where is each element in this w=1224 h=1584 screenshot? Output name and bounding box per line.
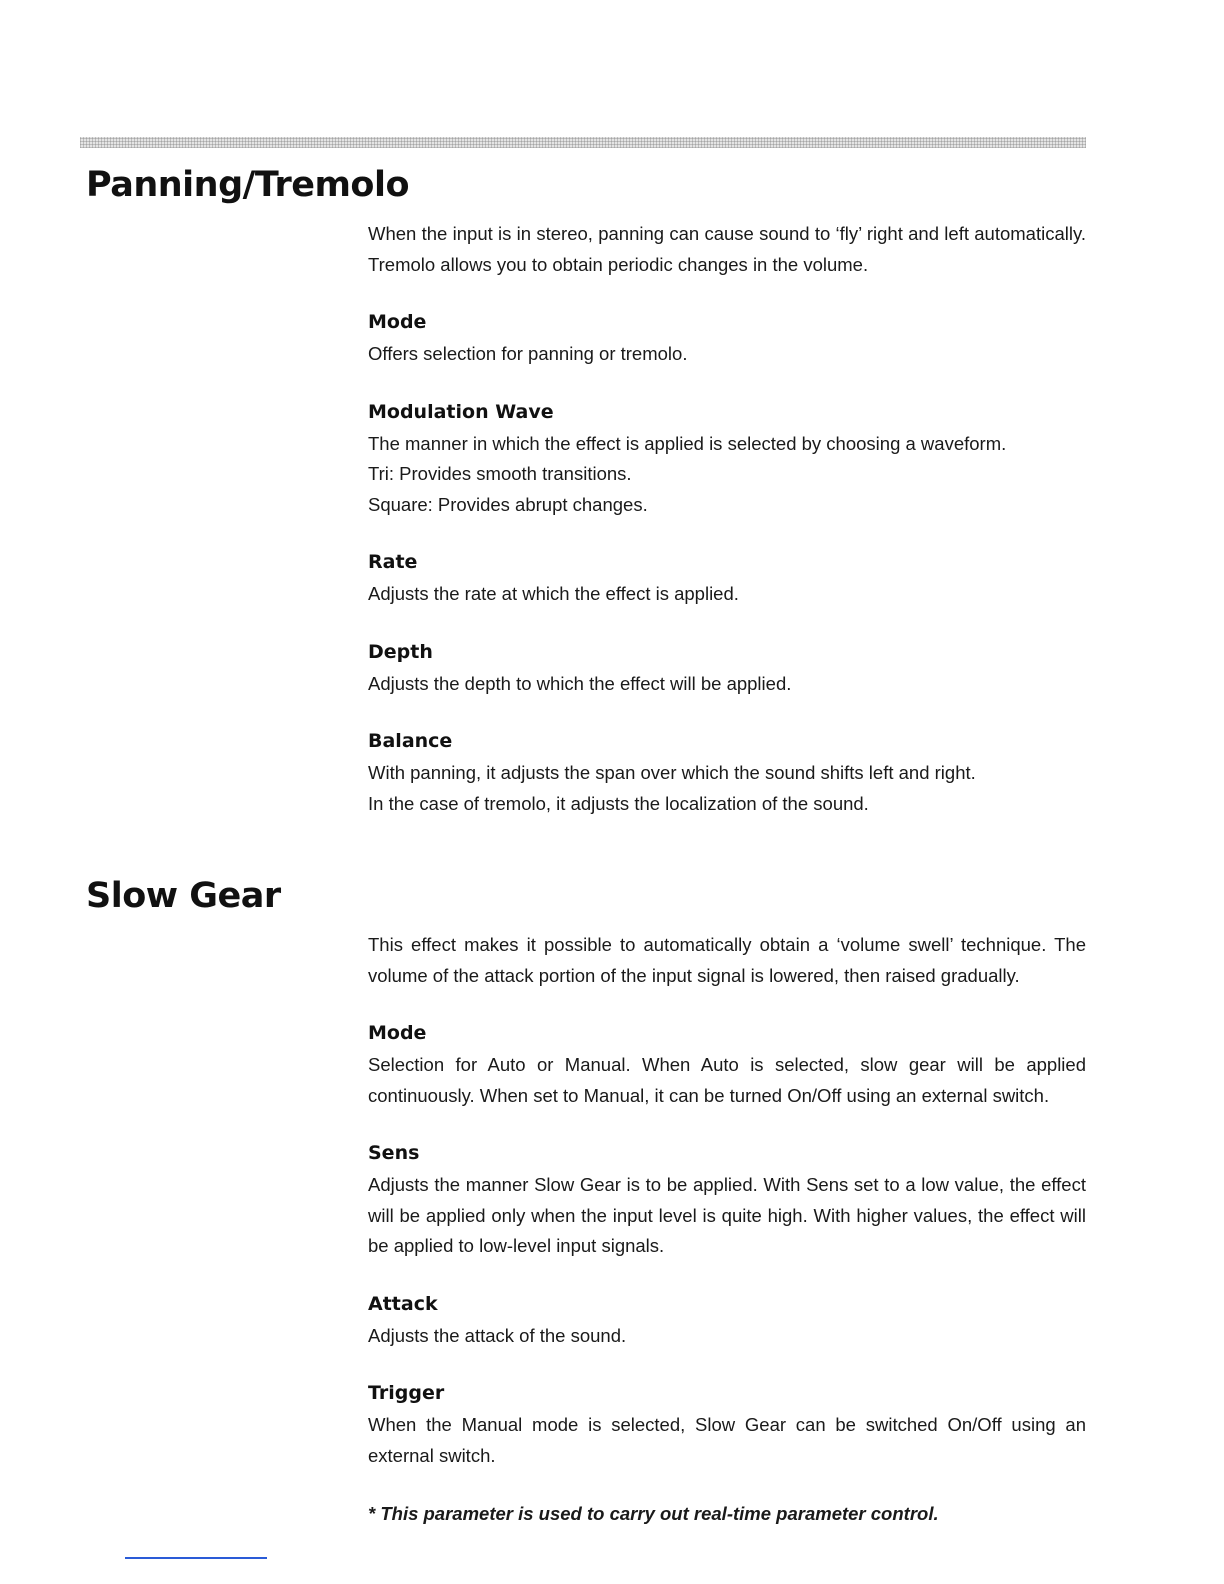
- param-heading: Modulation Wave: [368, 400, 554, 423]
- param-balance: [368, 727, 1086, 819]
- param-rate: [368, 548, 1086, 610]
- param-text: Square: Provides abrupt changes.: [368, 493, 648, 515]
- param-modulation-wave: [368, 398, 1086, 521]
- param-text: When the Manual mode is selected, Slow Gear can be switched On/Off using an external switch.: [368, 1414, 1086, 1466]
- param-sens: [368, 1139, 1086, 1262]
- footnote: * This parameter is used to carry out real-time parameter control.: [368, 1503, 939, 1524]
- param-mode: [368, 308, 1086, 370]
- panning-section-body: [368, 219, 1086, 847]
- param-text: Selection for Auto or Manual. When Auto is selected, slow gear will be applied continuously. When set to Manual, it can be turned On/Off using an external switch.: [368, 1054, 1086, 1106]
- param-attack: [368, 1290, 1086, 1352]
- param-text: Adjusts the manner Slow Gear is to be applied. With Sens set to a low value, the effect will be applied only when the input level is quite high. With higher values, the effect will be applied to low-level input signals.: [368, 1174, 1086, 1256]
- param-text: Tri: Provides smooth transitions.: [368, 463, 632, 484]
- param-heading: Attack: [368, 1292, 438, 1315]
- param-heading: Rate: [368, 551, 418, 573]
- param-text: Offers selection for panning or tremolo.: [368, 343, 688, 364]
- param-text: In the case of tremolo, it adjusts the localization of the sound.: [368, 792, 869, 814]
- bottom-rule: [125, 1557, 267, 1559]
- slowgear-section-body: [368, 930, 1086, 1530]
- param-text: The manner in which the effect is applied is selected by choosing a waveform.: [368, 432, 1007, 454]
- section-title-slow-gear: Slow Gear: [86, 876, 281, 916]
- panning-intro: When the input is in stereo, panning can cause sound to ‘fly’ right and left automatically. Tremolo allows you to obtain periodic changes in the volume.: [368, 223, 1086, 275]
- param-depth: [368, 638, 1086, 700]
- param-heading: Sens: [368, 1142, 420, 1164]
- param-text: With panning, it adjusts the span over which the sound shifts left and right.: [368, 762, 976, 783]
- param-text: Adjusts the attack of the sound.: [368, 1324, 627, 1346]
- param-trigger: [368, 1379, 1086, 1471]
- param-heading: Mode: [368, 1022, 427, 1044]
- param-heading: Trigger: [368, 1382, 445, 1404]
- slowgear-intro: This effect makes it possible to automatically obtain a ‘volume swell’ technique. The volume of the attack portion of the input signal is lowered, then raised gradually.: [368, 934, 1086, 986]
- param-heading: Balance: [368, 730, 453, 752]
- param-text: Adjusts the depth to which the effect will be applied.: [368, 672, 792, 694]
- param-text: Adjusts the rate at which the effect is applied.: [368, 583, 739, 604]
- param-heading: Depth: [368, 640, 433, 663]
- param-heading: Mode: [368, 311, 427, 333]
- top-divider-bar: [80, 137, 1086, 148]
- section-title-panning: Panning/Tremolo: [86, 165, 410, 205]
- param-mode: [368, 1019, 1086, 1111]
